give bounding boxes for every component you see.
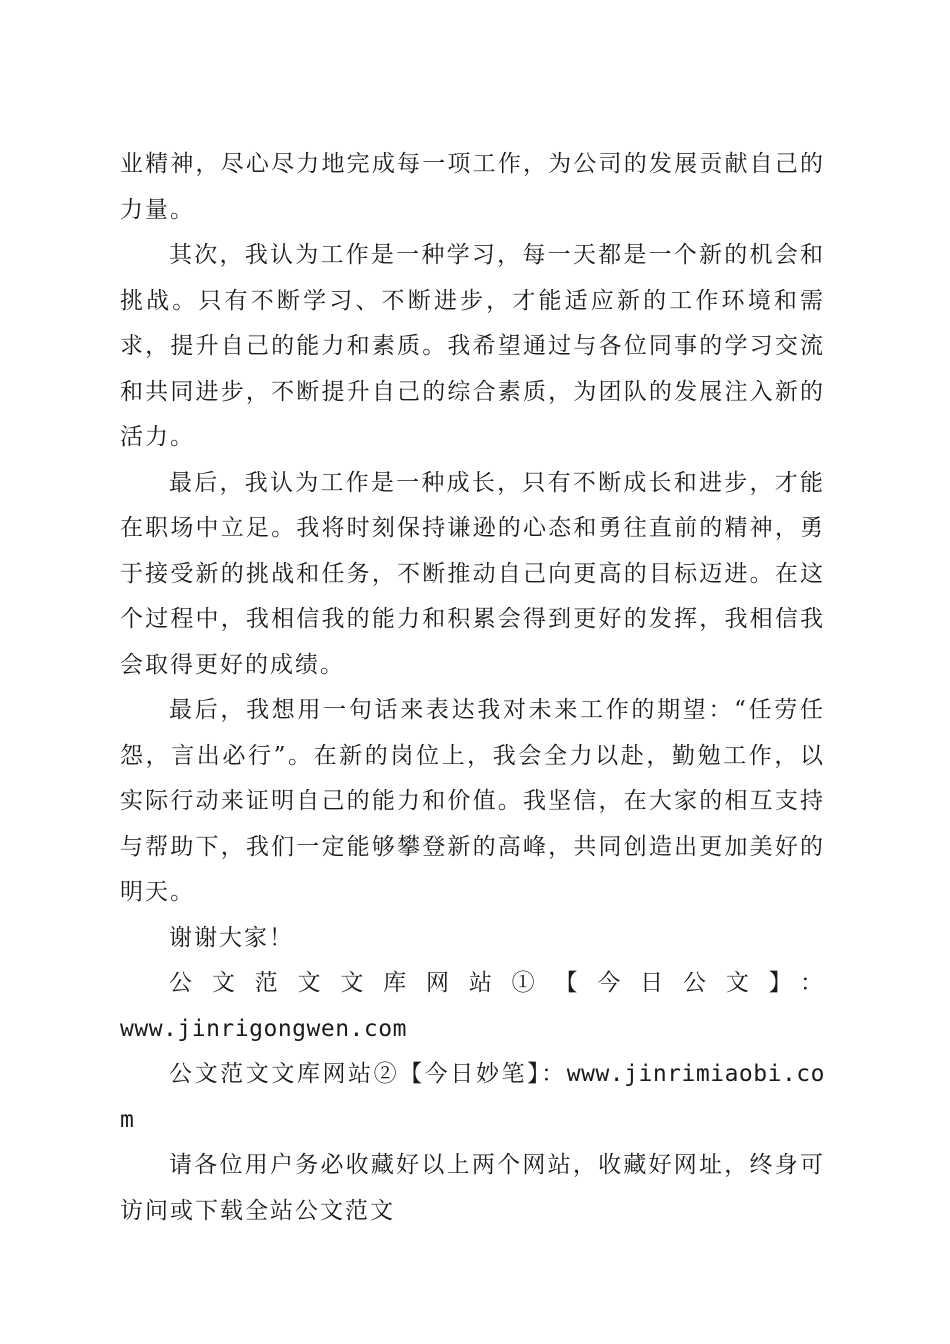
paragraph-learning: 其次，我认为工作是一种学习，每一天都是一个新的机会和挑战。只有不断学习、不断进步，才能适应新的工作环境和需求，提升自己的能力和素质。我希望通过与各位同事的学习交流和共同进步，不断提升自己的综合素质，为团队的发展注入新的活力。 xyxy=(120,242,825,450)
website-1-url[interactable]: www.jinrigongwen.com xyxy=(120,1015,407,1042)
website-2-line xyxy=(120,1052,825,1143)
website-1-label: 公文范文文库网站①【今日公文】： xyxy=(169,970,825,996)
website-2-label: 公文范文文库网站②【今日妙笔】： xyxy=(169,1061,567,1087)
website-2-url[interactable]: www.jinrimiaobi.com xyxy=(120,1061,825,1133)
website-1-block xyxy=(120,961,825,1052)
paragraph-expectation: 最后，我想用一句话来表达我对未来工作的期望：“任劳任怨，言出必行”。在新的岗位上，我会全力以赴，勤勉工作，以实际行动来证明自己的能力和价值。我坚信，在大家的相互支持与帮助下，我们一定能够攀登新的高峰，共同创造出更加美好的明天。 xyxy=(120,697,825,905)
paragraph-thanks: 谢谢大家！ xyxy=(169,924,294,951)
notice-paragraph: 请各位用户务必收藏好以上两个网站，收藏好网址，终身可访问或下载全站公文范文 xyxy=(120,1152,825,1224)
document-page xyxy=(120,142,825,1234)
paragraph-growth: 最后，我认为工作是一种成长，只有不断成长和进步，才能在职场中立足。我将时刻保持谦逊的心态和勇往直前的精神，勇于接受新的挑战和任务，不断推动自己向更高的目标迈进。在这个过程中，我相信我的能力和积累会得到更好的发挥，我相信我会取得更好的成绩。 xyxy=(120,469,825,678)
paragraph-continuation: 业精神，尽心尽力地完成每一项工作，为公司的发展贡献自己的力量。 xyxy=(120,151,825,223)
